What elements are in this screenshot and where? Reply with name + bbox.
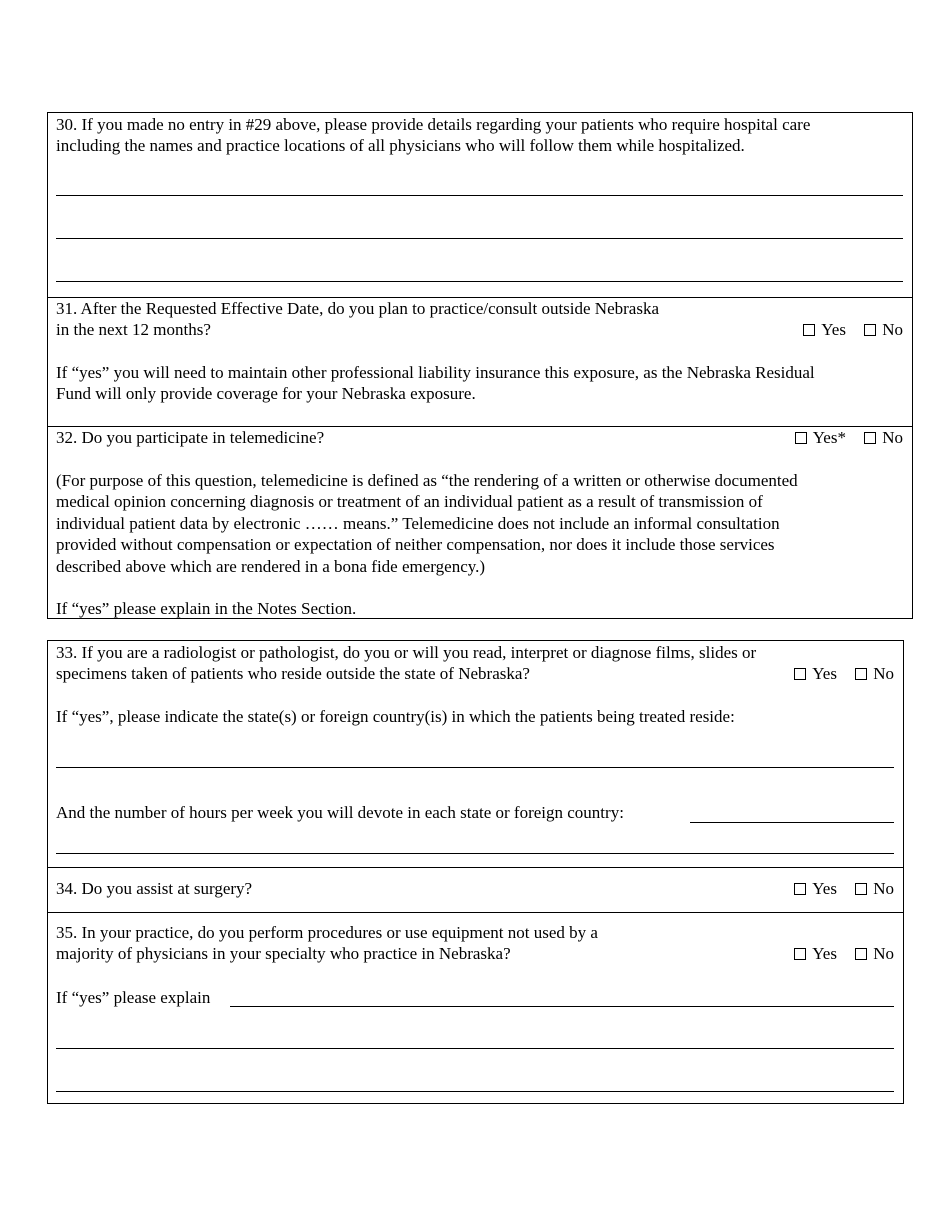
q33-no-label: No: [873, 664, 894, 683]
q33-states-prompt: If “yes”, please indicate the state(s) or foreign country(is) in which the patients being treated reside:: [56, 707, 735, 726]
q35-explain-label: If “yes” please explain: [56, 988, 211, 1007]
q31-text-line-2: in the next 12 months?: [56, 320, 211, 339]
q34-no-option[interactable]: [855, 878, 894, 900]
q32-yes-no: [795, 427, 903, 449]
form-box-q30-q32: [47, 112, 913, 619]
q34-no-label: No: [873, 879, 894, 898]
checkbox-icon[interactable]: [795, 432, 807, 444]
q32-no-label: No: [882, 428, 903, 447]
question-32: [48, 426, 912, 618]
q31-yes-option[interactable]: [803, 319, 846, 341]
checkbox-icon[interactable]: [864, 324, 876, 336]
q33-hours-prompt: And the number of hours per week you will devote in each state or foreign country:: [56, 803, 624, 822]
checkbox-icon[interactable]: [794, 948, 806, 960]
q32-definition-line-2: medical opinion concerning diagnosis or treatment of an individual patient as a result of transmission of: [56, 492, 763, 511]
q35-yes-option[interactable]: [794, 943, 837, 965]
q34-yes-label: Yes: [812, 879, 837, 898]
checkbox-icon[interactable]: [794, 883, 806, 895]
q35-no-label: No: [873, 944, 894, 963]
q30-text-line-2: including the names and practice locations of all physicians who will follow them while hospitalized.: [56, 136, 745, 155]
q31-note-line-2: Fund will only provide coverage for your Nebraska exposure.: [56, 384, 476, 403]
q34-yes-option[interactable]: [794, 878, 837, 900]
q31-text-line-1: 31. After the Requested Effective Date, do you plan to practice/consult outside Nebraska: [56, 299, 659, 318]
question-31: [48, 297, 912, 427]
q33-yes-option[interactable]: [794, 663, 837, 685]
q33-text-line-1: 33. If you are a radiologist or pathologist, do you or will you read, interpret or diagnose films, slides or: [56, 643, 757, 662]
question-34: [48, 867, 903, 912]
checkbox-icon[interactable]: [803, 324, 815, 336]
q33-no-option[interactable]: [855, 663, 894, 685]
q35-explain-answer-line-3[interactable]: [56, 1091, 894, 1092]
q35-yes-label: Yes: [812, 944, 837, 963]
q30-answer-line-1[interactable]: [56, 195, 903, 196]
question-35: [48, 912, 903, 1103]
form-box-q33-q35: [47, 640, 904, 1104]
checkbox-icon[interactable]: [855, 948, 867, 960]
q31-yes-label: Yes: [821, 320, 846, 339]
q33-text-line-2: specimens taken of patients who reside outside the state of Nebraska?: [56, 664, 530, 683]
q30-answer-line-3[interactable]: [56, 281, 903, 282]
q32-no-option[interactable]: [864, 427, 903, 449]
q31-note-line-1: If “yes” you will need to maintain other professional liability insurance this exposure, as the Nebraska Residual: [56, 363, 815, 382]
q33-states-answer-line[interactable]: [56, 767, 894, 768]
q33-extra-answer-line[interactable]: [56, 853, 894, 854]
q32-definition-line-3: individual patient data by electronic …… means.” Telemedicine does not include an informal consultation: [56, 514, 780, 533]
q35-yes-no: [794, 943, 894, 965]
question-33: [48, 641, 903, 867]
q31-yes-no: [803, 319, 903, 341]
q35-explain-answer-line-1[interactable]: [230, 1006, 894, 1007]
q35-text-line-2: majority of physicians in your specialty who practice in Nebraska?: [56, 944, 511, 963]
q32-explain-text: If “yes” please explain in the Notes Section.: [56, 599, 357, 618]
q30-text-line-1: 30. If you made no entry in #29 above, please provide details regarding your patients who require hospital care: [56, 115, 811, 134]
q32-definition-line-4: provided without compensation or expectation of neither compensation, nor does it include those services: [56, 535, 775, 554]
q35-text-line-1: 35. In your practice, do you perform procedures or use equipment not used by a: [56, 923, 598, 942]
q34-text: 34. Do you assist at surgery?: [56, 879, 253, 898]
q33-yes-label: Yes: [812, 664, 837, 683]
q33-hours-answer-line[interactable]: [690, 822, 894, 823]
q31-no-option[interactable]: [864, 319, 903, 341]
q35-no-option[interactable]: [855, 943, 894, 965]
q32-yes-label: Yes*: [812, 428, 846, 447]
q32-text: 32. Do you participate in telemedicine?: [56, 428, 325, 447]
q32-yes-option[interactable]: [795, 427, 846, 449]
q34-yes-no: [794, 878, 894, 900]
checkbox-icon[interactable]: [855, 668, 867, 680]
checkbox-icon[interactable]: [855, 883, 867, 895]
q30-answer-line-2[interactable]: [56, 238, 903, 239]
question-30: [48, 113, 912, 297]
q32-definition-line-5: described above which are rendered in a bona fide emergency.): [56, 557, 486, 576]
q35-explain-answer-line-2[interactable]: [56, 1048, 894, 1049]
q33-yes-no: [794, 663, 894, 685]
checkbox-icon[interactable]: [864, 432, 876, 444]
q31-no-label: No: [882, 320, 903, 339]
checkbox-icon[interactable]: [794, 668, 806, 680]
q32-definition-line-1: (For purpose of this question, telemedicine is defined as “the rendering of a written or otherwise documented: [56, 471, 798, 490]
